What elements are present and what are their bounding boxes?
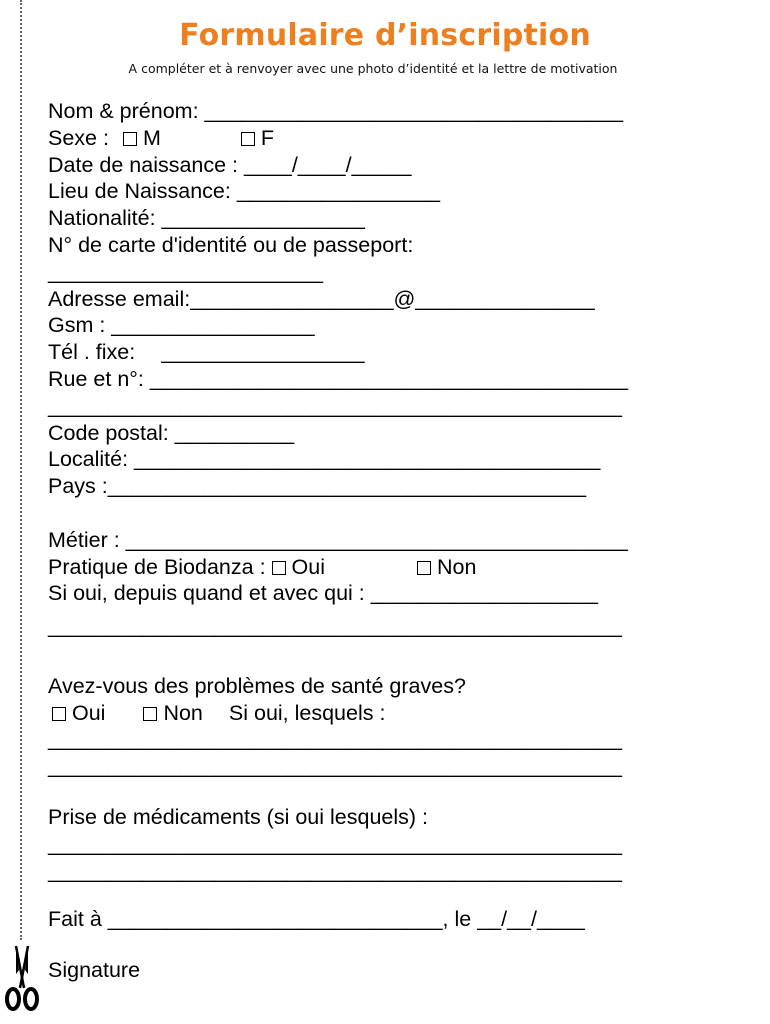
field-nationalite[interactable]: Nationalité: _________________	[48, 206, 365, 231]
scissors-icon	[2, 944, 42, 1016]
field-rue[interactable]: Rue et n°: ________________________________________	[48, 366, 629, 391]
field-sante	[48, 700, 738, 727]
field-carte-id-line[interactable]: _______________________	[48, 259, 324, 284]
spacer	[48, 500, 738, 527]
sexe-label: Sexe :	[48, 125, 115, 150]
field-medic-line2[interactable]: ________________________________________________	[48, 858, 622, 883]
checkbox-biodanza-oui[interactable]	[272, 561, 286, 575]
sante-lesquels-label: Si oui, lesquels :	[228, 700, 386, 725]
spacer	[48, 933, 738, 957]
field-localite[interactable]: Localité: _______________________________________	[48, 447, 601, 472]
field-rue-line2[interactable]: ________________________________________________	[48, 393, 622, 418]
spacer	[48, 884, 738, 906]
field-sante-line1[interactable]: ________________________________________________	[48, 727, 622, 752]
field-nom[interactable]: Nom & prénom: ___________________________________	[48, 99, 624, 123]
field-sexe	[48, 125, 738, 152]
field-lieu-naissance[interactable]: Lieu de Naissance: _________________	[48, 179, 441, 204]
registration-form	[48, 98, 738, 984]
medicaments-label: Prise de médicaments (si oui lesquels) :	[48, 804, 428, 829]
signature-label: Signature	[48, 958, 141, 983]
tel-fixe-line[interactable]: _________________	[161, 340, 365, 365]
field-metier[interactable]: Métier : __________________________________________	[48, 527, 628, 552]
field-biodanza	[48, 554, 738, 581]
checkbox-sante-oui[interactable]	[52, 707, 66, 721]
field-gsm[interactable]: Gsm : _________________	[48, 313, 315, 338]
field-email[interactable]: Adresse email:_________________@_______________	[48, 286, 595, 311]
checkbox-sante-non[interactable]	[143, 707, 157, 721]
sexe-m-label: M	[142, 125, 161, 150]
biodanza-label: Pratique de Biodanza :	[48, 554, 272, 579]
field-date-naissance[interactable]: Date de naissance : ____/____/_____	[48, 152, 412, 177]
spacer	[48, 646, 738, 673]
sante-oui-label: Oui	[72, 700, 106, 725]
field-fait-a[interactable]: Fait à ____________________________, le __/__/____	[48, 907, 585, 932]
field-depuis-line2[interactable]: ________________________________________________	[48, 614, 622, 639]
form-title: Formulaire d’inscription	[179, 18, 591, 53]
checkbox-sexe-f[interactable]	[241, 132, 255, 146]
field-carte-id-label: N° de carte d'identité ou de passeport:	[48, 232, 414, 257]
spacer	[48, 780, 738, 804]
biodanza-non-label: Non	[436, 554, 477, 579]
checkbox-sexe-m[interactable]	[123, 132, 137, 146]
field-tel-fixe[interactable]	[48, 339, 738, 366]
tel-fixe-label: Tél . fixe:	[48, 340, 136, 365]
field-pays[interactable]: Pays :________________________________________	[48, 474, 587, 499]
field-sante-line2[interactable]: ________________________________________________	[48, 754, 622, 779]
biodanza-oui-label: Oui	[291, 554, 325, 579]
field-medic-line1[interactable]: ________________________________________________	[48, 831, 622, 856]
sexe-f-label: F	[260, 125, 274, 150]
checkbox-biodanza-non[interactable]	[417, 561, 431, 575]
field-code-postal[interactable]: Code postal: __________	[48, 420, 295, 445]
sante-non-label: Non	[163, 700, 203, 725]
sante-question: Avez-vous des problèmes de santé graves?	[48, 673, 466, 698]
form-subtitle: A compléter et à renvoyer avec une photo d’identité et la lettre de motivation	[128, 61, 618, 76]
cut-line	[20, 0, 22, 940]
field-depuis[interactable]: Si oui, depuis quand et avec qui : ___________________	[48, 581, 598, 606]
